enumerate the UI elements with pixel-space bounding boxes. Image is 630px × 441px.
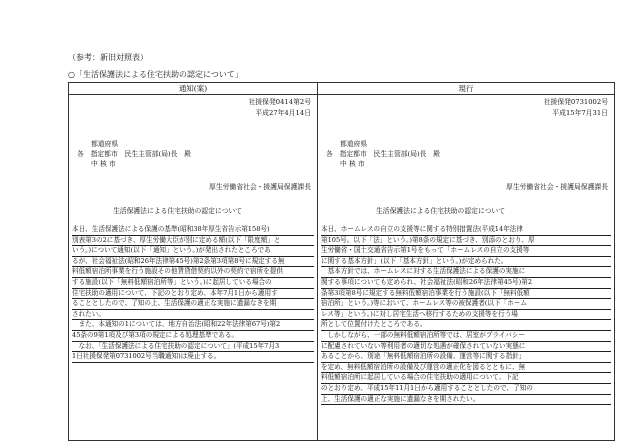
proposed-addressee-core-city: 中 核 市 bbox=[91, 160, 116, 168]
table-header-row bbox=[69, 83, 615, 95]
proposed-body-line: いう。)について通知(以下「通知」という。)が発出されたところであ bbox=[72, 246, 314, 257]
document-title: ○「生活保護法による住宅扶助の認定について」 bbox=[68, 70, 243, 79]
proposed-notice-date: 平成27年4月14日 bbox=[255, 109, 311, 117]
proposed-body-line: るが、社会福祉法(昭和26年法律第45号)第2条第3項第8号に規定する無 bbox=[72, 257, 314, 268]
current-body-line: あることから、別途「無料低額宿泊所の設備、運営等に関する指針」 bbox=[321, 352, 611, 363]
current-body-line: レス等」という。)に対し居宅生活へ移行するための支援等を行う場 bbox=[321, 310, 611, 321]
current-body-line: 条第3項第8号に規定する無料低額宿泊事業を行う施設(以下「無料低額 bbox=[321, 289, 611, 300]
current-subject: 生活保護法による住宅扶助の認定について bbox=[376, 207, 506, 215]
proposed-addressee-main: 各 指定都市 民生主管部(局)長 殿 bbox=[77, 150, 192, 158]
current-body-line: 本日、ホームレスの自立の支援等に関する特別措置法(平成14年法律 bbox=[321, 225, 611, 236]
proposed-subject: 生活保護法による住宅扶助の認定について bbox=[113, 207, 243, 215]
proposed-notice-number: 社援保発0414第2号 bbox=[248, 98, 311, 106]
current-body-line: 料低額宿泊所に起居している場合の住宅扶助の適用について、下記 bbox=[321, 373, 611, 384]
current-notice-date: 平成15年7月31日 bbox=[552, 109, 608, 117]
current-body-line: に関する基本方針」(以下「基本方針」という。)が定められた。 bbox=[321, 257, 611, 268]
proposed-addressee-prefecture: 都道府県 bbox=[91, 140, 119, 148]
header-proposed: 通知(案) bbox=[69, 83, 318, 95]
proposed-body-line: 本日、生活保護法による保護の基準(昭和38年厚生省告示第158号) bbox=[72, 225, 314, 236]
current-body-line: 第105号。以下「法」という。)第8条の規定に基づき、別添のとおり、厚 bbox=[321, 236, 611, 247]
proposed-column bbox=[69, 95, 318, 441]
current-body-line: を定め、無料低額宿泊所の設備及び運営の適正化を図るとともに、無 bbox=[321, 363, 611, 374]
proposed-body-line: また、本通知の1については、地方自治法(昭和22年法律第67号)第2 bbox=[72, 320, 314, 331]
proposed-body-line: 45条の9第1項及び第3項の規定による処理基準である。 bbox=[72, 331, 314, 342]
current-body-line: 所として位置付けたところである。 bbox=[321, 320, 611, 331]
current-addressee-main: 各 指定都市 民生主管部(局)長 殿 bbox=[326, 150, 441, 158]
current-body-line: 基本方針では、ホームレスに対する生活保護法による保護の実施に bbox=[321, 267, 611, 278]
current-addressee-core-city: 中 核 市 bbox=[340, 160, 365, 168]
proposed-body-line: なお、「生活保護法による住宅扶助の認定について」(平成15年7月3 bbox=[72, 342, 314, 353]
proposed-body-line: 別表第3の2に基づき、厚生労働大臣が別に定める額(以下「限度額」と bbox=[72, 236, 314, 247]
current-sender: 厚生労働省社会・援護局保護課長 bbox=[506, 183, 608, 191]
current-body-line: 生労働省・国土交通省告示第1号をもって「ホームレスの自立の支援等 bbox=[321, 246, 611, 257]
proposed-body-line: 住宅扶助の適用について、下記のとおり定め、本年7月1日から適用す bbox=[72, 289, 314, 300]
proposed-body-line: されたい。 bbox=[72, 310, 314, 321]
proposed-body-line: 1日社援保発第0731002号当職通知)は廃止する。 bbox=[72, 352, 314, 363]
proposed-body-line: 料低額宿泊所事業を行う施設その他賃貸借契約以外の契約で宿所を提供 bbox=[72, 267, 314, 278]
header-note: （参考：新旧対照表） bbox=[68, 53, 148, 62]
proposed-body-line: する施設(以下「無料低額宿泊所等」という。)に起居している場合の bbox=[72, 278, 314, 289]
comparison-table bbox=[68, 82, 615, 441]
current-body bbox=[321, 225, 611, 405]
table-body-row bbox=[69, 95, 615, 441]
current-body-line: 関する事項についても定められ、社会福祉法(昭和26年法律第45号)第2 bbox=[321, 278, 611, 289]
current-body-line: 上、生活保護の適正な実施に遺漏なきを期されたい。 bbox=[321, 395, 611, 406]
header-current: 現行 bbox=[318, 83, 615, 95]
current-body-line: に配慮されていない等利用者の適切な処遇が確保されていない実態に bbox=[321, 342, 611, 353]
current-addressee-prefecture: 都道府県 bbox=[340, 140, 368, 148]
current-column bbox=[318, 95, 615, 441]
proposed-sender: 厚生労働省社会・援護局保護課長 bbox=[209, 183, 311, 191]
current-body-line: 宿泊所」という。)等において、ホームレス等の被保護者(以下「ホーム bbox=[321, 299, 611, 310]
current-body-line: のとおり定め、平成15年11月1日から適用することとしたので、了知の bbox=[321, 384, 611, 395]
proposed-body bbox=[72, 225, 314, 363]
current-body-line: しかしながら、一部の無料低額宿泊所等では、居室がプライバシー bbox=[321, 331, 611, 342]
current-notice-number: 社援保発0731002号 bbox=[543, 98, 608, 106]
proposed-body-line: ることとしたので、了知の上、生活保護の適正な実施に遺漏なきを期 bbox=[72, 299, 314, 310]
